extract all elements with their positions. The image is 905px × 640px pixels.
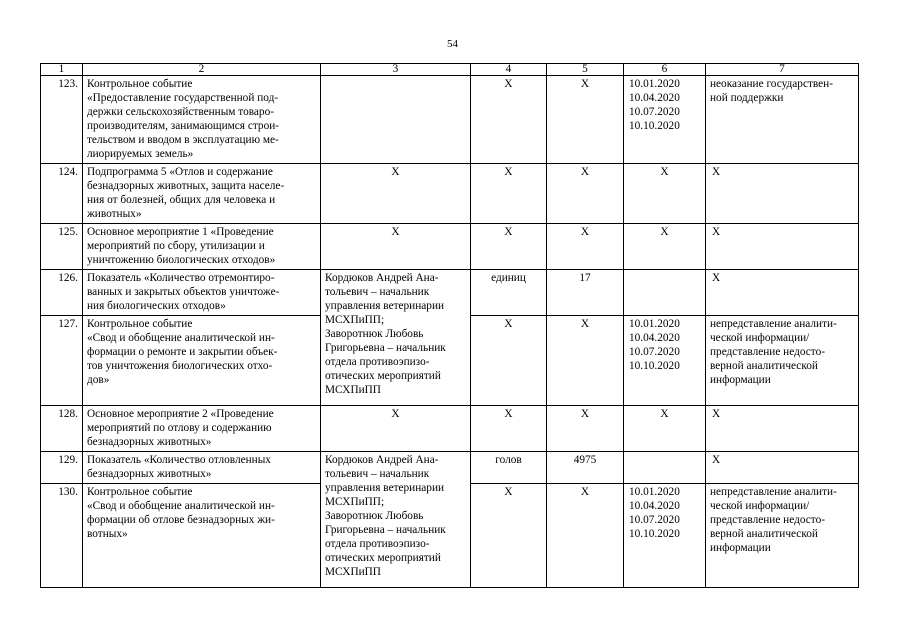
responsible-persons: Кордюков Андрей Ана- тольевич – начальник управления ветеринарии МСХПиПП; Заворотнюк Любовь Григорьевна – начальник отдела противоэпизо- отических мероприятий МСХПиПП (321, 452, 471, 588)
x-mark: X (706, 406, 859, 452)
x-mark: X (471, 224, 547, 270)
table-row (41, 76, 859, 164)
item-name: Подпрограмма 5 «Отлов и содержание безнадзорных животных, защита населе- ния от болезней, общих для человека и животных» (83, 164, 321, 224)
x-mark: X (547, 316, 624, 406)
table-row (41, 224, 859, 270)
row-number: 129. (41, 452, 83, 484)
target-value: 17 (547, 270, 624, 316)
row-number: 126. (41, 270, 83, 316)
control-dates: 10.01.2020 10.04.2020 10.07.2020 10.10.2020 (624, 76, 706, 164)
x-mark: X (471, 406, 547, 452)
table-row (41, 270, 859, 316)
x-mark: X (624, 164, 706, 224)
item-name: Контрольное событие «Свод и обобщение аналитической ин- формации о ремонте и закрытии объек- тов уничтожения биологических отхо- дов» (83, 316, 321, 406)
x-mark: X (471, 484, 547, 588)
x-mark: X (321, 406, 471, 452)
risk-description: непредставление аналити- ческой информации/ представление недосто- верной аналитической информации (706, 484, 859, 588)
x-mark: X (321, 164, 471, 224)
x-mark: X (706, 452, 859, 484)
x-mark: X (547, 164, 624, 224)
x-mark: X (471, 316, 547, 406)
x-mark: X (547, 76, 624, 164)
x-mark: X (624, 224, 706, 270)
control-dates: 10.01.2020 10.04.2020 10.07.2020 10.10.2020 (624, 484, 706, 588)
responsible-cell (321, 76, 471, 164)
row-number: 127. (41, 316, 83, 406)
item-name: Основное мероприятие 1 «Проведение мероприятий по сбору, утилизации и уничтожению биологических отходов» (83, 224, 321, 270)
item-name: Показатель «Количество отловленных безнадзорных животных» (83, 452, 321, 484)
row-number: 130. (41, 484, 83, 588)
x-mark: X (471, 76, 547, 164)
x-mark: X (706, 224, 859, 270)
table-row (41, 406, 859, 452)
x-mark: X (706, 164, 859, 224)
row-number: 125. (41, 224, 83, 270)
page-number: 54 (447, 38, 458, 50)
table-row (41, 164, 859, 224)
column-number: 7 (706, 64, 859, 76)
item-name: Контрольное событие «Свод и обобщение аналитической ин- формации об отлове безнадзорных жи- вотных» (83, 484, 321, 588)
x-mark: X (624, 406, 706, 452)
column-number: 6 (624, 64, 706, 76)
x-mark: X (471, 164, 547, 224)
responsible-persons: Кордюков Андрей Ана- тольевич – начальник управления ветеринарии МСХПиПП; Заворотнюк Любовь Григорьевна – начальник отдела противоэпизо- отических мероприятий МСХПиПП (321, 270, 471, 406)
column-number-header (41, 64, 859, 76)
column-number: 2 (83, 64, 321, 76)
row-number: 123. (41, 76, 83, 164)
column-number: 1 (41, 64, 83, 76)
unit-of-measure: голов (471, 452, 547, 484)
row-number: 128. (41, 406, 83, 452)
column-number: 4 (471, 64, 547, 76)
unit-of-measure: единиц (471, 270, 547, 316)
plan-table (40, 63, 859, 588)
risk-description: непредставление аналити- ческой информации/ представление недосто- верной аналитической информации (706, 316, 859, 406)
target-value: 4975 (547, 452, 624, 484)
dates-cell (624, 452, 706, 484)
dates-cell (624, 270, 706, 316)
x-mark: X (547, 406, 624, 452)
x-mark: X (547, 224, 624, 270)
x-mark: X (547, 484, 624, 588)
x-mark: X (706, 270, 859, 316)
item-name: Показатель «Количество отремонтиро- ванных и закрытых объектов уничтоже- ния биологических отходов» (83, 270, 321, 316)
control-dates: 10.01.2020 10.04.2020 10.07.2020 10.10.2020 (624, 316, 706, 406)
item-name: Контрольное событие «Предоставление государственной под- держки сельскохозяйственным товаро- производителям, занимающимся строи- тельством и вводом в эксплуатацию ме- лиорируемых земель» (83, 76, 321, 164)
item-name: Основное мероприятие 2 «Проведение мероприятий по отлову и содержанию безнадзорных животных» (83, 406, 321, 452)
column-number: 5 (547, 64, 624, 76)
risk-description: неоказание государствен- ной поддержки (706, 76, 859, 164)
column-number: 3 (321, 64, 471, 76)
row-number: 124. (41, 164, 83, 224)
x-mark: X (321, 224, 471, 270)
table-row (41, 452, 859, 484)
